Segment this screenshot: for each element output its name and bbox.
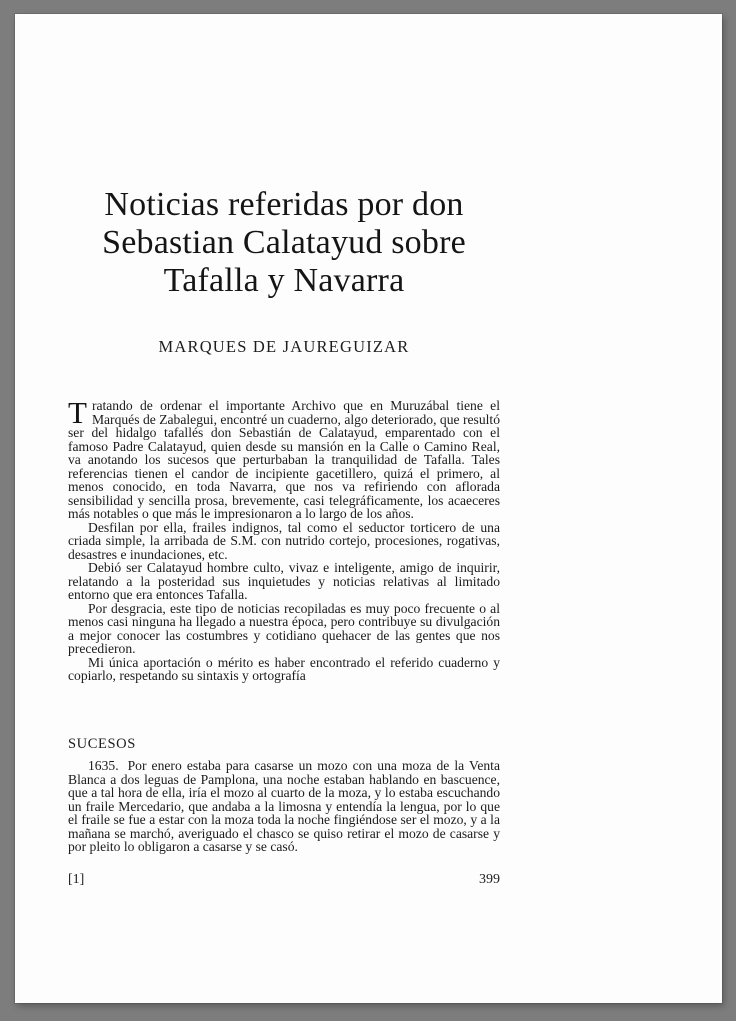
intro-paragraph-1-text: ratando de ordenar el importante Archivo que en Muruzábal tiene el Marqués de Zabalegui, encontré un cuaderno, algo deteriorado, que resultó ser del hidalgo tafallés don Sebastián de Calatayud, emparentado con el famoso Padre Calatayud, quien desde su mansión en la Calle o Camino Real, va anotando los sucesos que perturbaban la tranquilidad de Tafalla. Tales referencias tienen el candor de incipiente gacetillero, quizá el primero, al menos conocido, en toda Navarra, que nos va refiriendo con aflorada sensibilidad y sencilla prosa, brevemente, casi telegráficamente, los acaeceres más notables o que más le impresionaron a lo largo de los años. (68, 398, 500, 521)
footer-folio-number: [1] (68, 872, 85, 887)
section-heading-sucesos: SUCESOS (68, 736, 136, 752)
entry-paragraph (68, 759, 500, 854)
page-title-line-2: Sebastian Calatayud sobre (102, 224, 466, 261)
intro-paragraph-4: Por desgracia, este tipo de noticias recopiladas es muy poco frecuente o al menos casi ninguna ha llegado a nuestra época, pero contribuye su divulgación a mejor conocer las costumbres y cotidiano quehacer de las gentes que nos precedieron. (68, 600, 500, 656)
page-title-line-1: Noticias referidas por don (104, 186, 464, 223)
author-line: MARQUES DE JAUREGUIZAR (158, 337, 410, 356)
footer-page-number: 399 (479, 872, 500, 887)
page-title-line-3: Tafalla y Navarra (163, 262, 405, 299)
page-title (68, 186, 500, 300)
intro-paragraph-2: Desfilan por ella, frailes indignos, tal como el seductor torticero de una criada simple, la arribada de S.M. con nutrido cortejo, procesiones, rogativas, desastres e inundaciones, etc. (68, 519, 500, 562)
intro-paragraph-3: Debió ser Calatayud hombre culto, vivaz e inteligente, amigo de inquirir, relatando a la posteridad sus inquietudes y noticias relativas al limitado entorno que era entonces Tafalla. (68, 560, 500, 602)
intro-paragraph-1 (68, 395, 500, 521)
chronicle-entry-1635 (68, 759, 500, 854)
drop-cap: T (68, 395, 87, 430)
page-footer (68, 872, 500, 887)
intro-paragraph-5: Mi única aportación o mérito es haber encontrado el referido cuaderno y copiarlo, respetando su sintaxis y ortografía (68, 654, 500, 683)
entry-text: Por enero estaba para casarse un mozo con una moza de la Venta Blanca a dos leguas de Pamplona, una noche estaban hablando en bascuence, que a tal hora de ella, iría el mozo al cuarto de la moza, y lo estaba escuchando un fraile Mercedario, que andaba a la limosna y entendía la lengua, por lo que el fraile se fue a estar con la moza toda la noche fingiéndose ser el mozo, y a la mañana se marchó, averiguado el chasco se quiso retirar el mozo de casarse y por pleito lo obligaron a casarse y se casó. (68, 758, 500, 854)
entry-year: 1635. (88, 758, 119, 773)
document-page (15, 14, 722, 1003)
introduction-text (68, 395, 500, 683)
